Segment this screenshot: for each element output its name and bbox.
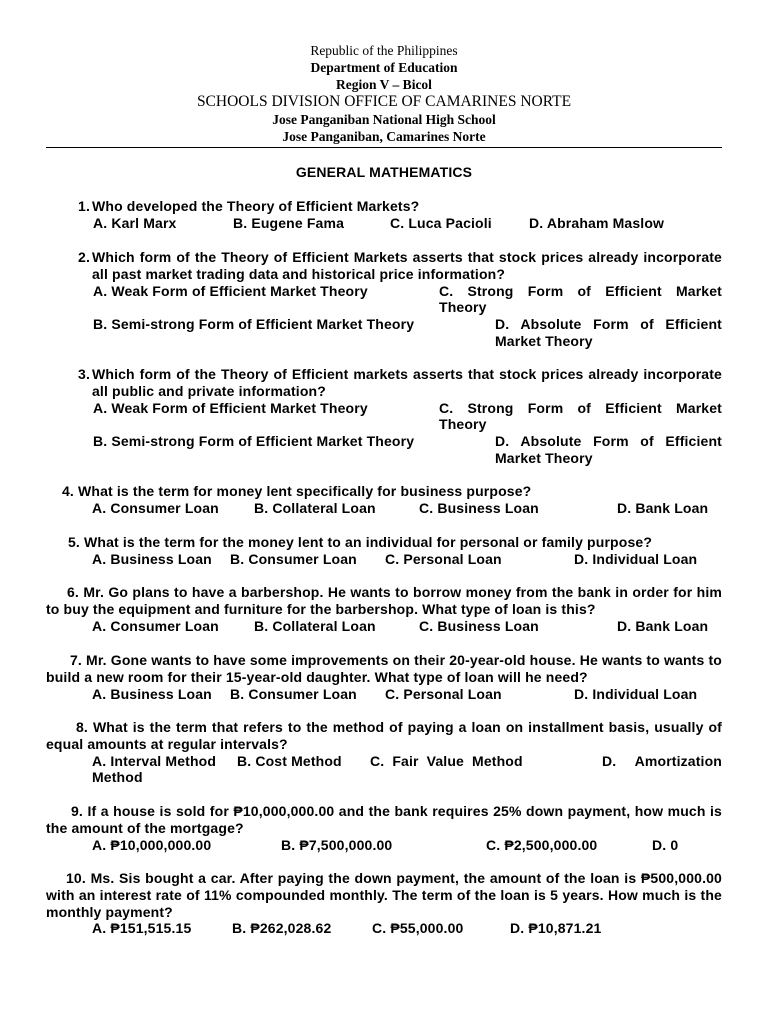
option-b: B. Cost Method xyxy=(237,752,342,769)
option-row xyxy=(46,433,722,467)
option-b: B. Collateral Loan xyxy=(254,499,376,516)
question-number: 5. xyxy=(68,534,80,550)
option-d: D. 0 xyxy=(652,836,679,853)
option-row xyxy=(46,753,722,787)
option-a: A. ₱10,000,000.00 xyxy=(92,836,212,853)
option-row xyxy=(46,920,722,937)
question-stem: Which form of the Theory of Efficient Markets asserts that stock prices already incorporate all past market trading data and historical price information? xyxy=(92,249,722,282)
option-b: B. Semi-strong Form of Efficient Market Theory xyxy=(93,433,415,450)
question-stem: If a house is sold for ₱10,000,000.00 and the bank requires 25% down payment, how much is the amount of the mortgage? xyxy=(46,803,722,836)
option-a: A. Business Loan xyxy=(92,685,212,702)
option-row xyxy=(68,551,744,568)
question-number: 4. xyxy=(62,483,74,499)
header-divider xyxy=(46,147,722,148)
question-9 xyxy=(46,803,722,853)
page-title: GENERAL MATHEMATICS xyxy=(295,164,473,180)
question-stem: What is the term that refers to the method of paying a loan on installment basis, usually of equal amounts at regular intervals? xyxy=(46,719,722,752)
option-d: D. Bank Loan xyxy=(617,499,709,516)
option-c: C. Personal Loan xyxy=(385,550,502,567)
question-stem: What is the term for money lent specifically for business purpose? xyxy=(78,483,532,499)
option-b: B. Consumer Loan xyxy=(230,685,357,702)
option-a: A. Weak Form of Efficient Market Theory xyxy=(93,282,368,299)
option-b: B. Eugene Fama xyxy=(233,214,345,231)
question-stem: What is the term for the money lent to an individual for personal or family purpose? xyxy=(84,534,653,550)
question-number: 2. xyxy=(78,249,90,265)
question-number: 6. xyxy=(67,584,79,600)
question-7 xyxy=(46,652,722,702)
option-a: A. Karl Marx xyxy=(93,214,177,231)
option-c: C. Personal Loan xyxy=(385,685,502,702)
option-row xyxy=(46,283,722,317)
option-b: B. Semi-strong Form of Efficient Market Theory xyxy=(93,316,415,333)
option-d: D. Amortization Method xyxy=(92,752,722,786)
option-a: A. Interval Method xyxy=(92,752,217,769)
option-row xyxy=(46,837,722,854)
option-b: B. Consumer Loan xyxy=(230,550,357,567)
option-d: D. Individual Loan xyxy=(574,685,698,702)
header-address: Jose Panganiban, Camarines Norte xyxy=(282,129,486,144)
option-b: B. ₱262,028.62 xyxy=(232,920,332,937)
option-c: C. ₱2,500,000.00 xyxy=(486,836,598,853)
header-region: Region V – Bicol xyxy=(336,77,432,92)
question-10 xyxy=(46,870,722,937)
header-republic: Republic of the Philippines xyxy=(310,43,458,58)
option-b: B. Collateral Loan xyxy=(254,617,376,634)
option-c: C. Business Loan xyxy=(419,499,539,516)
option-b: B. ₱7,500,000.00 xyxy=(281,836,393,853)
option-a: A. Consumer Loan xyxy=(92,617,219,634)
question-stem: Ms. Sis bought a car. After paying the down payment, the amount of the loan is ₱500,000.00 with an interest rate of 11% compounded monthly. The term of the loan is 5 years. How much is the monthly payment? xyxy=(46,870,722,920)
option-d: D. ₱10,871.21 xyxy=(510,920,602,937)
question-stem: Which form of the Theory of Efficient markets asserts that stock prices already incorporate all public and private information? xyxy=(92,366,722,399)
option-a: A. Weak Form of Efficient Market Theory xyxy=(93,399,368,416)
question-stem: Who developed the Theory of Efficient Markets? xyxy=(92,198,420,214)
option-a: A. ₱151,515.15 xyxy=(92,920,192,937)
option-row xyxy=(62,500,738,517)
question-8 xyxy=(46,719,722,786)
question-number: 10. xyxy=(66,870,86,886)
question-6 xyxy=(46,584,722,634)
option-c: C. Strong Form of Efficient Market Theory xyxy=(439,399,722,433)
option-row xyxy=(46,316,722,350)
option-row xyxy=(46,215,722,232)
question-4 xyxy=(62,483,738,517)
question-2 xyxy=(46,249,722,350)
option-d: D. Individual Loan xyxy=(574,550,698,567)
option-row xyxy=(46,618,722,635)
question-number: 9. xyxy=(71,803,83,819)
option-a: A. Consumer Loan xyxy=(92,499,219,516)
option-row xyxy=(46,686,722,703)
option-a: A. Business Loan xyxy=(92,550,212,567)
question-number: 7. xyxy=(70,652,82,668)
option-d: D. Abraham Maslow xyxy=(529,214,665,231)
question-number: 8. xyxy=(76,719,88,735)
option-c: C. Luca Pacioli xyxy=(390,214,492,231)
question-stem: Mr. Go plans to have a barbershop. He wants to borrow money from the bank in order for him to buy the equipment and furniture for the barbershop. What type of loan is this? xyxy=(46,584,723,617)
option-c: C. Strong Form of Efficient Market Theory xyxy=(439,282,722,316)
question-1 xyxy=(46,198,722,232)
option-c: C. ₱55,000.00 xyxy=(372,920,464,937)
option-c: C. Business Loan xyxy=(419,617,539,634)
option-d: D. Absolute Form of Efficient Market Theory xyxy=(495,316,722,349)
header-division: SCHOOLS DIVISION OFFICE OF CAMARINES NORTE xyxy=(196,93,572,110)
option-d: D. Bank Loan xyxy=(617,617,709,634)
header-school: Jose Panganiban National High School xyxy=(272,112,496,127)
option-c: C. Fair Value Method xyxy=(370,752,523,769)
question-3 xyxy=(46,366,722,467)
option-row xyxy=(46,400,722,434)
question-number: 3. xyxy=(78,366,90,382)
option-d: D. Absolute Form of Efficient Market Theory xyxy=(495,433,722,466)
header-department: Department of Education xyxy=(310,60,458,75)
letterhead xyxy=(0,42,768,145)
question-number: 1. xyxy=(78,198,90,214)
question-5 xyxy=(68,534,744,568)
question-stem: Mr. Gone wants to have some improvements on their 20-year-old house. He wants to wants to build a new room for their 15-year-old daughter. What type of loan will he need? xyxy=(46,652,722,685)
